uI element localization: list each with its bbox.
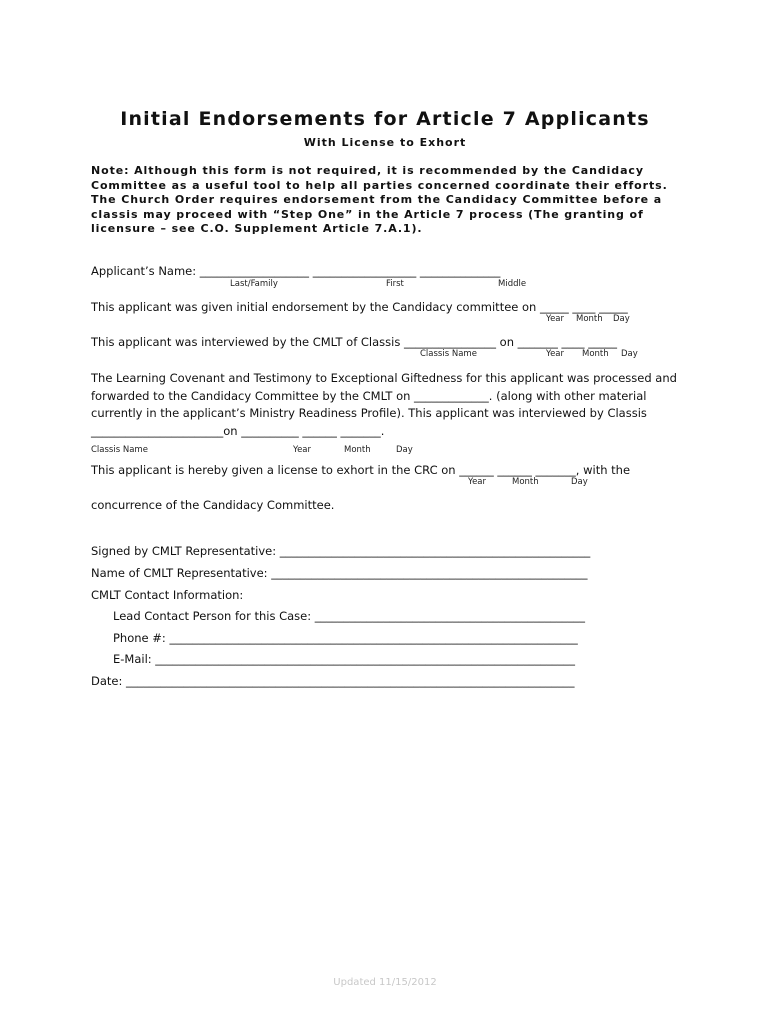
endorsement-line: This applicant was given initial endorsement by the Candidacy committee on _____ ____ _____ [91,300,628,314]
caption-month: Month [576,314,603,324]
signed-by-line: Signed by CMLT Representative: ______________________________________________________ [91,544,591,558]
contact-info-heading: CMLT Contact Information: [91,588,244,602]
caption-year: Year [546,349,564,359]
caption-last-family: Last/Family [230,279,278,289]
caption-classis-name: Classis Name [91,445,148,455]
license-line: This applicant is hereby given a license to exhort in the CRC on ______ ______ _______, with the [91,463,631,477]
caption-classis-name: Classis Name [420,349,477,359]
covenant-paragraph: The Learning Covenant and Testimony to Exceptional Giftedness for this applicant was processed and forwarded to the Candidacy Committee by the CMLT on _____________. (along with other material currently in the applicant’s Ministry Readiness Profile). This applicant was interviewed by Classis _______________________on __________ ______ _______. [91,371,677,438]
page-subtitle: With License to Exhort [303,136,467,149]
caption-day: Day [571,477,588,487]
interview-line: This applicant was interviewed by the CMLT of Classis ________________ on _______ ____ _____ [91,335,617,349]
caption-day: Day [396,445,413,455]
caption-year: Year [546,314,564,324]
email-line: E-Mail: _________________________________________________________________________ [113,652,576,666]
phone-line: Phone #: _______________________________________________________________________ [113,631,578,645]
date-line: Date: ______________________________________________________________________________ [91,674,575,688]
caption-month: Month [344,445,371,455]
caption-year: Year [468,477,486,487]
applicant-name-line: Applicant’s Name: ___________________ __________________ ______________ [91,264,501,278]
footer-updated: Updated 11/15/2012 [333,977,437,988]
caption-middle: Middle [498,279,527,289]
note-paragraph: Note: Although this form is not required, it is recommended by the Candidacy Committee as a useful tool to help all parties concerned coordinate their efforts. The Church Order requires endorsement from the Candidacy Committee before a classis may proceed with “Step One” in the Article 7 process (The granting of licensure – see C.O. Supplement Article 7.A.1). [91,164,668,235]
lead-contact-line: Lead Contact Person for this Case: _______________________________________________ [113,609,586,623]
caption-month: Month [582,349,609,359]
representative-name-line: Name of CMLT Representative: _______________________________________________________ [91,566,588,580]
caption-month: Month [512,477,539,487]
caption-day: Day [621,349,638,359]
caption-day: Day [613,314,630,324]
page-title: Initial Endorsements for Article 7 Applicants [120,108,650,130]
license-concurrence-line: concurrence of the Candidacy Committee. [91,498,335,512]
caption-first: First [386,279,404,289]
caption-year: Year [293,445,311,455]
